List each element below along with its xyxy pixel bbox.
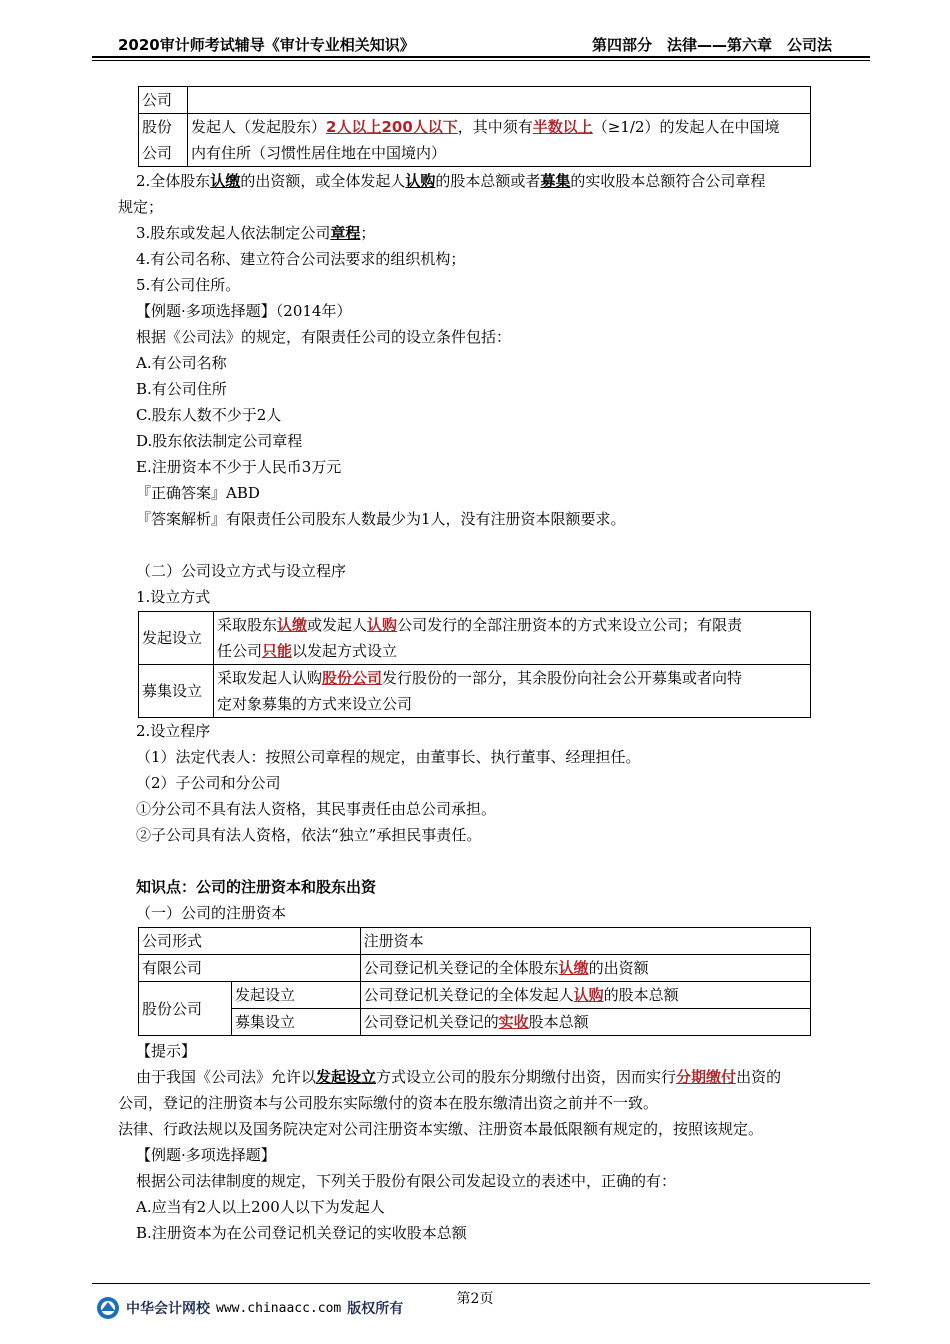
table-header: 注册资本 <box>360 928 810 955</box>
table-cell: 有限公司 <box>139 955 361 982</box>
table-cell: 公司登记机关登记的全体股东认缴的出资额 <box>360 955 810 982</box>
example-question: 根据公司法律制度的规定，下列关于股份有限公司发起设立的表述中，正确的有： <box>136 1172 677 1190</box>
keyword: 认缴 <box>558 959 589 977</box>
keyword: 实收 <box>498 1013 529 1031</box>
footer-brand <box>96 1296 403 1320</box>
footer-divider <box>92 1283 870 1284</box>
keyword: 认缴 <box>277 616 308 634</box>
paragraph: （2）子公司和分公司 <box>136 774 281 792</box>
table-header: 公司形式 <box>139 928 361 955</box>
example-title: 【例题·多项选择题】 <box>136 1146 276 1164</box>
header-left-title: 2020审计师考试辅导《审计专业相关知识》 <box>118 36 415 54</box>
answer: 『正确答案』ABD <box>136 484 260 502</box>
header-divider-thin <box>92 60 870 61</box>
option: B.注册资本为在公司登记机关登记的实收股本总额 <box>136 1224 467 1242</box>
table-cell: 募集设立 <box>139 665 214 718</box>
example-question: 根据《公司法》的规定，有限责任公司的设立条件包括： <box>136 328 512 346</box>
keyword: 2人以上200人以下 <box>326 118 458 136</box>
table-cell: 发起人（发起股东）2人以上200人以下，其中须有半数以上（≥1/2）的发起人在中国境 内有住所（习惯性居住地在中国境内） <box>188 114 811 167</box>
registered-capital-table <box>138 927 811 1036</box>
table-cell: 公司 <box>139 87 188 114</box>
table-cell: 采取股东认缴或发起人认购公司发行的全部注册资本的方式来设立公司；有限责 任公司只能以发起方式设立 <box>214 612 811 665</box>
subsection-title: （一）公司的注册资本 <box>136 904 287 922</box>
establishment-method-table <box>138 611 811 718</box>
table-cell: 发起设立 <box>139 612 214 665</box>
table-cell: 发起设立 <box>232 982 361 1009</box>
keyword: 认购 <box>573 986 604 1004</box>
section-title: （二）公司设立方式与设立程序 <box>136 562 347 580</box>
paragraph: 公司，登记的注册资本与公司股东实际缴付的资本在股东缴清出资之前并不一致。 <box>118 1094 659 1112</box>
option: C.股东人数不少于2人 <box>136 406 282 424</box>
tip-title: 【提示】 <box>136 1042 197 1060</box>
subsection-title: 1.设立方式 <box>136 588 211 606</box>
keyword: 股份公司 <box>322 669 383 687</box>
page-number: 第2页 <box>456 1291 494 1307</box>
footer-url[interactable]: www.chinaacc.com <box>216 1300 342 1316</box>
analysis: 『答案解析』有限责任公司股东人数最少为1人，没有注册资本限额要求。 <box>136 510 626 528</box>
keyword: 发起设立 <box>316 1068 377 1086</box>
keyword: 认缴 <box>210 172 241 190</box>
keyword: 认购 <box>405 172 436 190</box>
keyword: 半数以上 <box>532 118 593 136</box>
table-cell: 采取发起人认购股份公司发行股份的一部分，其余股份向社会公开募集或者向特 定对象募集的方式来设立公司 <box>214 665 811 718</box>
footer-brand-name: 中华会计网校 <box>126 1301 210 1317</box>
paragraph: ②子公司具有法人资格，依法“独立”承担民事责任。 <box>136 826 482 844</box>
footer-rights: 版权所有 <box>347 1301 404 1317</box>
table-cell: 股份 公司 <box>139 114 188 167</box>
paragraph: 规定； <box>118 198 164 216</box>
table-cell: 募集设立 <box>232 1009 361 1036</box>
option: B.有公司住所 <box>136 380 227 398</box>
subsection-title: 2.设立程序 <box>136 722 211 740</box>
table-cell <box>188 87 811 114</box>
example-title: 【例题·多项选择题】（2014年） <box>136 302 352 320</box>
paragraph: 2.全体股东认缴的出资额，或全体发起人认购的股本总额或者募集的实收股本总额符合公司章程 <box>136 172 766 190</box>
paragraph: 3.股东或发起人依法制定公司章程； <box>136 224 376 242</box>
knowledge-title: 知识点：公司的注册资本和股东出资 <box>136 878 377 896</box>
keyword: 只能 <box>262 642 293 660</box>
option: D.股东依法制定公司章程 <box>136 432 303 450</box>
paragraph: 由于我国《公司法》允许以发起设立方式设立公司的股东分期缴付出资，因而实行分期缴付出资的 <box>136 1068 782 1086</box>
keyword: 认购 <box>367 616 398 634</box>
option: E.注册资本不少于人民币3万元 <box>136 458 342 476</box>
table-cell: 股份公司 <box>139 982 232 1036</box>
keyword: 分期缴付 <box>676 1068 737 1086</box>
option: A.应当有2人以上200人以下为发起人 <box>136 1198 385 1216</box>
paragraph: ①分公司不具有法人资格，其民事责任由总公司承担。 <box>136 800 497 818</box>
keyword: 募集 <box>540 172 571 190</box>
paragraph: 法律、行政法规以及国务院决定对公司注册资本实缴、注册资本最低限额有规定的，按照该规定。 <box>118 1120 764 1138</box>
paragraph: 5.有公司住所。 <box>136 276 241 294</box>
keyword: 章程 <box>330 224 361 242</box>
paragraph: 4.有公司名称、建立符合公司法要求的组织机构； <box>136 250 466 268</box>
paragraph: （1）法定代表人：按照公司章程的规定，由董事长、执行董事、经理担任。 <box>136 748 641 766</box>
chinaacc-logo-icon <box>96 1296 120 1320</box>
option: A.有公司名称 <box>136 354 227 372</box>
table-cell: 公司登记机关登记的实收股本总额 <box>360 1009 810 1036</box>
header-divider <box>92 56 870 58</box>
table-cell: 公司登记机关登记的全体发起人认购的股本总额 <box>360 982 810 1009</box>
shareholder-count-table <box>138 86 811 167</box>
header-right-title: 第四部分 法律——第六章 公司法 <box>591 36 832 54</box>
